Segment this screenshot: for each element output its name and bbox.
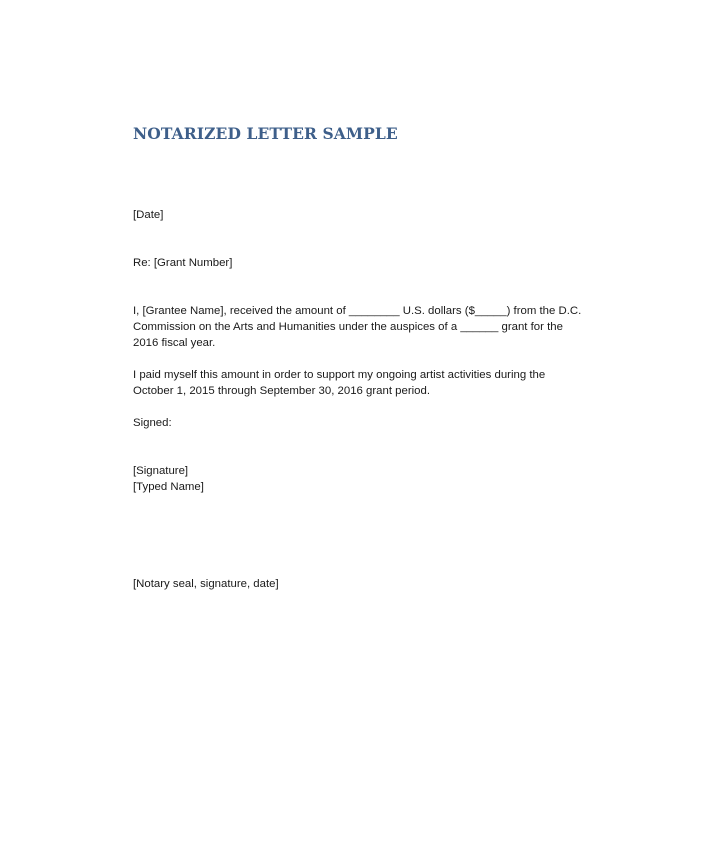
paragraph-line: Commission on the Arts and Humanities under the auspices of a ______ grant for the xyxy=(133,321,563,333)
signature-placeholder: [Signature] xyxy=(133,465,189,477)
paragraph-paid-myself xyxy=(133,367,545,399)
typed-name-placeholder: [Typed Name] xyxy=(133,481,204,493)
date-placeholder: [Date] xyxy=(133,209,164,221)
paragraph-line: I paid myself this amount in order to support my ongoing artist activities during the xyxy=(133,369,546,381)
paragraph-line: October 1, 2015 through September 30, 2016 grant period. xyxy=(133,385,430,397)
signature-block xyxy=(133,463,204,495)
document-title: NOTARIZED LETTER SAMPLE xyxy=(133,124,398,143)
paragraph-received-amount xyxy=(133,303,581,351)
signed-label: Signed: xyxy=(133,417,172,429)
paragraph-line: I, [Grantee Name], received the amount of ________ U.S. dollars ($_____) from the D.C. xyxy=(133,305,582,317)
paragraph-line: 2016 fiscal year. xyxy=(133,337,216,349)
notary-placeholder: [Notary seal, signature, date] xyxy=(133,578,279,590)
re-line: Re: [Grant Number] xyxy=(133,257,233,269)
